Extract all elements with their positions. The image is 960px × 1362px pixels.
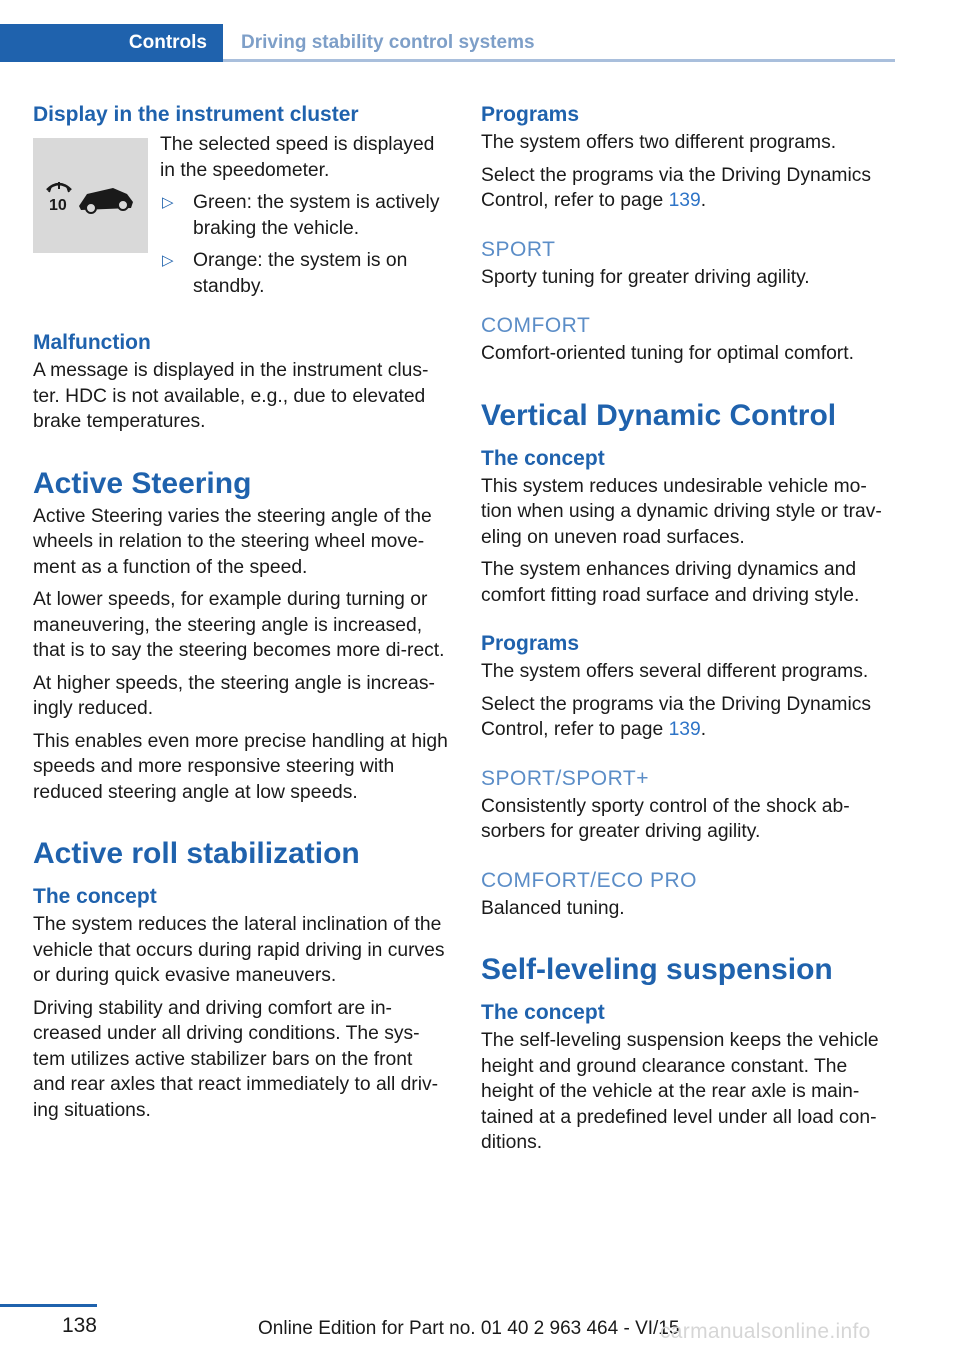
hdc-speed-icon [43,176,139,216]
page-number: 138 [61,1314,97,1337]
page-link[interactable]: 139 [668,719,701,740]
sportplus-heading: SPORT/SPORT+ [481,766,650,790]
display-text: The selected speed is displayed in the speedometer. [160,134,435,181]
bullet-triangle-icon: ▷ [162,194,174,211]
vdc-heading: Vertical Dynamic Control [481,398,837,432]
watermark: carmanualsonline.info [660,1320,871,1343]
comfort-text: Comfort-oriented tuning for optimal comfort. [481,343,854,364]
left-column [33,100,449,1130]
programs-p2: Select the programs via the Driving Dynamics Control, refer to page 139. [481,164,872,211]
vdc-programs-heading: Programs [481,632,580,655]
roll-p1: The system reduces the lateral inclination of the vehicle that occurs during rapid driving in curves or during quick evasive maneuvers. [33,914,445,986]
vdc-programs-p1: The system offers several different programs. [481,661,869,682]
page-header [0,0,895,62]
ecopro-heading: COMFORT/ECO PRO [481,868,697,892]
bullet-item [160,190,449,241]
active-steering-heading: Active Steering [33,466,252,500]
roll-p2: Driving stability and driving comfort are in‐creased under all driving conditions. The sys‐tem utilizes active stabilizer bars on the front and rear axles that react immediately to all driv‐ing situations. [33,997,439,1121]
malfunction-heading: Malfunction [33,331,151,354]
active-steering-p3: At higher speeds, the steering angle is increas‐ingly reduced. [33,672,435,719]
programs-p1: The system offers two different programs. [481,132,837,153]
roll-concept-heading: The concept [33,885,157,908]
vdc-concept-heading: The concept [481,446,605,470]
active-steering-p4: This enables even more precise handling at high speeds and more responsive steering with reduced steering angle at low speeds. [33,730,448,803]
header-rule [223,59,895,62]
bullet-text-green: Green: the system is actively braking the vehicle. [193,192,440,239]
page-link[interactable]: 139 [668,190,701,211]
bullet-text-orange: Orange: the system is on standby. [193,250,408,297]
programs-heading: Programs [481,103,580,126]
vdc-p1: This system reduces undesirable vehicle mo‐tion when using a dynamic driving style or trav‐eling on uneven road surfaces. [481,475,882,548]
comfort-heading: COMFORT [481,314,591,337]
hdc-speed-value: 10 [48,196,67,214]
instrument-cluster-image [33,138,148,253]
right-column [481,100,897,1163]
display-heading: Display in the instrument cluster [33,103,359,126]
display-figure-block [33,132,449,306]
sls-concept-heading: The concept [481,1001,605,1024]
vdc-p2: The system enhances driving dynamics and comfort fitting road surface and driving style. [481,559,860,606]
vdc-programs-p2: Select the programs via the Driving Dynamics Control, refer to page 139. [481,693,872,740]
active-steering-p1: Active Steering varies the steering angle of the wheels in relation to the steering wheel move‐ment as a function of the speed. [33,505,432,578]
ecopro-text: Balanced tuning. [481,897,625,919]
self-leveling-heading: Self-leveling suspension [481,953,833,986]
section-title[interactable]: Driving stability control systems [241,32,535,53]
display-text-block [160,132,449,306]
footer-rule [0,1304,97,1307]
bullet-triangle-icon: ▷ [162,252,174,269]
sls-text: The self-leveling suspension keeps the vehicle height and ground clearance constant. The height of the vehicle at the rear axle is main‐tained at a predefined level under all load con‐ditions. [481,1030,879,1153]
chapter-tab[interactable]: Controls [0,24,223,62]
sport-heading: SPORT [481,237,556,261]
sport-text: Sporty tuning for greater driving agility. [481,266,810,288]
bullet-item [160,248,449,299]
sportplus-text: Consistently sporty control of the shock ab‐sorbers for greater driving agility. [481,795,850,842]
malfunction-text: A message is displayed in the instrument clus‐ter. HDC is not available, e.g., due to elevated brake temperatures. [33,360,429,432]
edition-text: Online Edition for Part no. 01 40 2 963 464 - VI/15 [258,1318,680,1339]
roll-stabilization-heading: Active roll stabilization [33,837,360,870]
active-steering-p2: At lower speeds, for example during turning or maneuvering, the steering angle is increased, that is to say the steering becomes more di‐rect. [33,589,445,661]
